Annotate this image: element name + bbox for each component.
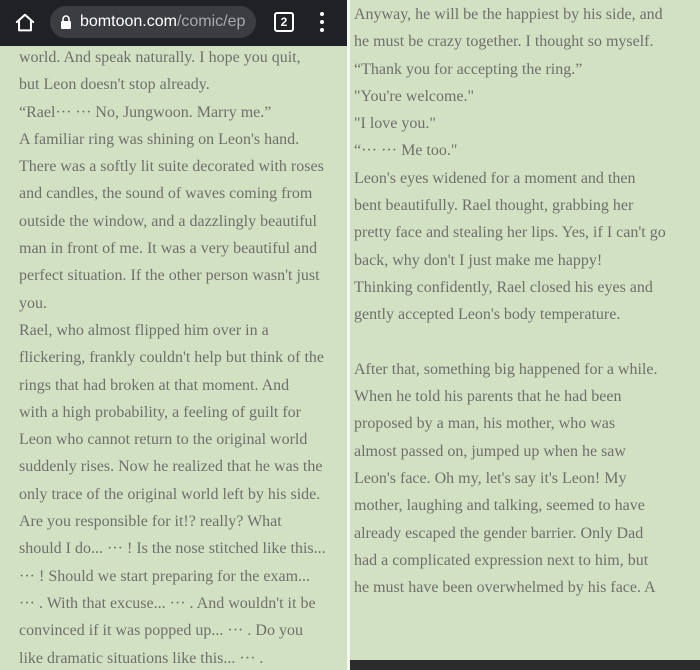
paragraph-gap xyxy=(354,329,694,356)
text-line: already escaped the gender barrier. Only Dad xyxy=(354,524,644,542)
menu-icon[interactable] xyxy=(318,12,326,34)
browser-toolbar xyxy=(0,0,347,46)
text-line: suddenly rises. Now he realized that he was the xyxy=(19,458,323,476)
text-line: proposed by a man, his mother, who was xyxy=(354,415,616,433)
text-line: mother, laughing and talking, seemed to have xyxy=(354,497,645,515)
text-line: almost passed on, jumped up when he saw xyxy=(354,442,626,460)
text-line: should I do... ··· ! Is the nose stitched like this... xyxy=(19,540,326,558)
story-paragraph-group xyxy=(354,356,694,602)
text-line: bent beautifully. Rael thought, grabbing her xyxy=(354,197,634,215)
text-line: Are you responsible for it!? really? What xyxy=(19,513,282,531)
text-line: rings that had broken at that moment. And xyxy=(19,376,290,394)
url-text xyxy=(80,13,245,31)
text-line: After that, something big happened for a while. xyxy=(354,360,658,378)
text-line: When he told his parents that he had been xyxy=(354,388,622,406)
text-line: Leon's face. Oh my, let's say it's Leon! My xyxy=(354,470,627,488)
text-line: Thinking confidently, Rael closed his eyes and xyxy=(354,278,653,296)
text-line: “Thank you for accepting the ring.” xyxy=(354,60,583,78)
text-line: like dramatic situations like this... ··· . xyxy=(19,649,264,667)
text-line: Anyway, he will be the happiest by his side, and xyxy=(354,6,663,23)
text-line: “Rael··· ··· No, Jungwoon. Marry me.” xyxy=(19,103,272,121)
story-text-left xyxy=(19,44,335,670)
text-line: man in front of me. It was a very beautiful and xyxy=(19,240,318,258)
text-line: and candles, the sound of waves coming from xyxy=(19,185,313,203)
text-line: flickering, frankly couldn't help but think of the xyxy=(19,349,325,367)
text-line: he must have been overwhelmed by his face. A xyxy=(354,579,656,597)
text-line: Leon who cannot return to the original world xyxy=(19,431,308,449)
text-line: ··· ! Should we start preparing for the exam... xyxy=(19,567,311,585)
text-line: world. And speak naturally. I hope you quit, xyxy=(19,49,301,66)
bottom-edge xyxy=(350,660,700,670)
address-bar[interactable] xyxy=(50,6,256,38)
text-line: "I love you." xyxy=(354,115,436,133)
text-line: only trace of the original world left by his side. xyxy=(19,485,321,503)
text-line: ··· . With that excuse... ··· . And wouldn't it be xyxy=(19,594,316,612)
text-line: he must be crazy together. I thought so myself. xyxy=(354,33,654,51)
text-line: A familiar ring was shining on Leon's hand. xyxy=(19,130,300,148)
url-path: /comic/ep xyxy=(176,13,246,30)
text-line: pretty face and stealing her lips. Yes, if I can't go xyxy=(354,224,666,242)
url-domain: bomtoon.com xyxy=(80,13,177,30)
text-line: Rael, who almost flipped him over in a xyxy=(19,321,269,339)
home-icon[interactable] xyxy=(14,12,36,34)
text-line: had a complicated expression next to him, but xyxy=(354,551,649,569)
text-line: perfect situation. If the other person wasn't just xyxy=(19,267,320,285)
text-line: There was a softly lit suite decorated with roses xyxy=(19,158,324,176)
lock-icon xyxy=(60,15,72,29)
text-line: outside the window, and a dazzlingly beautiful xyxy=(19,212,317,230)
text-line: gently accepted Leon's body temperature. xyxy=(354,306,621,324)
right-reading-pane[interactable] xyxy=(350,0,700,670)
story-text-right xyxy=(354,1,694,602)
text-line: back, why don't I just make me happy! xyxy=(354,251,603,269)
text-line: convinced if it was popped up... ··· . Do you xyxy=(19,622,303,640)
text-line: with a high probability, a feeling of guilt for xyxy=(19,403,302,421)
text-line: Leon's eyes widened for a moment and then xyxy=(354,169,636,187)
text-line: "You're welcome." xyxy=(354,87,475,105)
text-line: “··· ··· Me too." xyxy=(354,142,458,160)
left-reading-pane[interactable] xyxy=(0,0,347,670)
text-line: but Leon doesn't stop already. xyxy=(19,76,210,94)
tabs-icon[interactable]: 2 xyxy=(274,12,294,32)
text-line: you. xyxy=(19,294,47,312)
story-paragraph-group xyxy=(354,1,694,329)
